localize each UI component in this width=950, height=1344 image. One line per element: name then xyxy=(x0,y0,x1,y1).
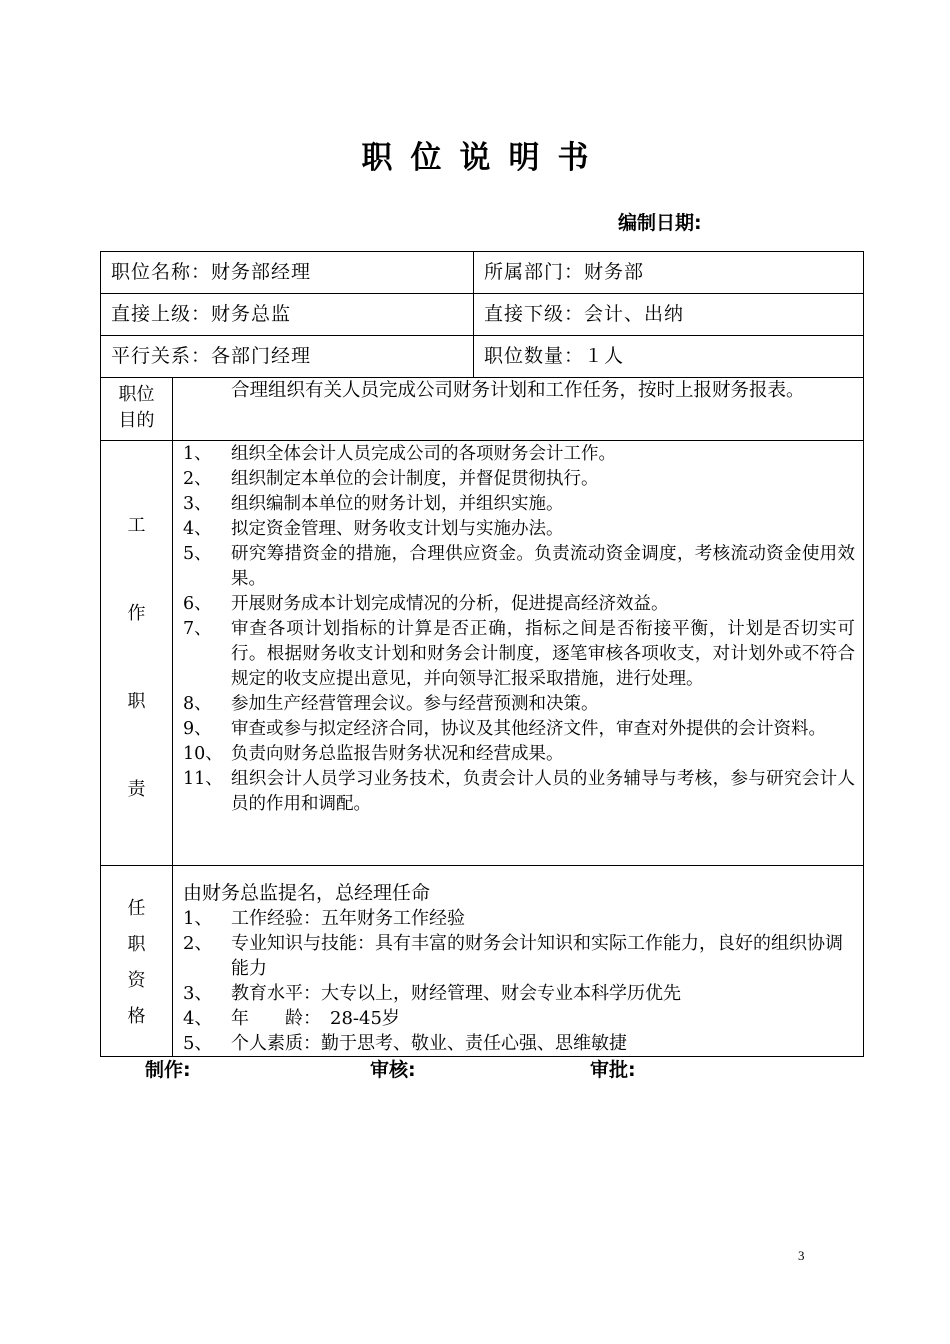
duty-num: 2、 xyxy=(183,469,212,489)
purpose-text xyxy=(173,378,863,404)
duties-label-char: 工 xyxy=(127,515,146,536)
qualifications-label-char: 职 xyxy=(127,934,146,955)
purpose-row xyxy=(101,378,864,441)
duty-item xyxy=(183,542,855,592)
duty-item xyxy=(183,692,855,717)
duty-num: 11、 xyxy=(183,769,223,789)
duty-text: 研究筹措资金的措施，合理供应资金。负责流动资金调度，考核流动资金使用效果。 xyxy=(231,544,856,589)
page-number: 3 xyxy=(798,1248,805,1263)
duty-text: 组织制定本单位的会计制度，并督促贯彻执行。 xyxy=(231,469,599,489)
direct-superior: 直接上级：财务总监 xyxy=(111,303,292,325)
duty-text: 组织全体会计人员完成公司的各项财务会计工作。 xyxy=(231,444,616,464)
made-by-label: 制作: xyxy=(145,1059,191,1081)
qualifications-label-char: 格 xyxy=(127,1006,146,1027)
qualification-num: 1、 xyxy=(183,908,213,929)
duty-text: 拟定资金管理、财务收支计划与实施办法。 xyxy=(231,519,564,539)
qualifications-heading: 由财务总监提名，总经理任命 xyxy=(183,882,431,904)
parallel-relations: 平行关系：各部门经理 xyxy=(111,345,312,367)
duty-num: 9、 xyxy=(183,719,212,739)
qualifications-list xyxy=(173,906,863,1056)
qualification-item xyxy=(183,1006,855,1031)
qualification-item xyxy=(183,931,855,981)
qualification-text: 年 龄： 28-45岁 xyxy=(231,1008,400,1029)
duties-row xyxy=(101,441,864,866)
qualification-num: 5、 xyxy=(183,1033,213,1054)
qualification-text: 工作经验：五年财务工作经验 xyxy=(231,908,465,929)
duty-item xyxy=(183,442,855,467)
reviewed-by-label: 审核: xyxy=(370,1059,416,1081)
duty-num: 8、 xyxy=(183,694,212,714)
duty-num: 10、 xyxy=(183,744,223,764)
duty-item xyxy=(183,592,855,617)
duties-label-char: 作 xyxy=(127,603,146,624)
duty-num: 7、 xyxy=(183,619,212,639)
qualification-text: 教育水平：大专以上，财经管理、财会专业本科学历优先 xyxy=(231,983,681,1004)
qualification-item xyxy=(183,906,855,931)
info-row-1 xyxy=(101,252,864,294)
purpose-label-line1: 职位 xyxy=(118,384,155,405)
duty-item xyxy=(183,517,855,542)
duty-item xyxy=(183,742,855,767)
compile-date-label: 编制日期: xyxy=(618,212,702,234)
duty-item xyxy=(183,467,855,492)
qualification-num: 2、 xyxy=(183,933,213,954)
duty-text: 参加生产经营管理会议。参与经营预测和决策。 xyxy=(231,694,599,714)
duties-label-char: 职 xyxy=(127,691,146,712)
duty-item xyxy=(183,767,855,817)
duty-item xyxy=(183,492,855,517)
qualifications-label-char: 任 xyxy=(127,898,146,919)
duty-num: 6、 xyxy=(183,594,212,614)
qualification-num: 4、 xyxy=(183,1008,213,1029)
duty-text: 审查各项计划指标的计算是否正确，指标之间是否衔接平衡，计划是否切实可行。根据财务收支计划和财务会计制度，逐笔审核各项收支，对计划外或不符合规定的收支应提出意见，并向领导汇报采取措施，进行处理。 xyxy=(231,619,856,689)
qualification-text: 个人素质：勤于思考、敬业、责任心强、思维敏捷 xyxy=(231,1033,627,1054)
position-name: 职位名称：财务部经理 xyxy=(111,261,312,283)
qualification-text: 专业知识与技能：具有丰富的财务会计知识和实际工作能力，良好的组织协调能力 xyxy=(231,933,843,979)
duty-text: 审查或参与拟定经济合同，协议及其他经济文件，审查对外提供的会计资料。 xyxy=(231,719,826,739)
duties-list xyxy=(173,441,863,819)
qualifications-label-char: 资 xyxy=(127,970,146,991)
duty-text: 组织会计人员学习业务技术，负责会计人员的业务辅导与考核，参与研究会计人员的作用和调配。 xyxy=(231,769,856,814)
duty-num: 3、 xyxy=(183,494,212,514)
department: 所属部门：财务部 xyxy=(484,261,645,283)
page-title: 职位说明书 xyxy=(361,140,607,176)
job-description-table xyxy=(100,251,864,1057)
approved-by-label: 审批: xyxy=(590,1059,636,1081)
duty-num: 1、 xyxy=(183,444,212,464)
purpose-label xyxy=(101,378,172,434)
info-row-2 xyxy=(101,294,864,336)
qualification-num: 3、 xyxy=(183,983,213,1004)
duty-text: 组织编制本单位的财务计划，并组织实施。 xyxy=(231,494,564,514)
duty-item xyxy=(183,717,855,742)
info-row-3 xyxy=(101,336,864,378)
direct-subordinates: 直接下级：会计、出纳 xyxy=(484,303,685,325)
purpose-text-content: 合理组织有关人员完成公司财务计划和工作任务，按时上报财务报表。 xyxy=(231,380,805,401)
qualifications-row xyxy=(101,866,864,1057)
duty-num: 4、 xyxy=(183,519,212,539)
position-count: 职位数量：１人 xyxy=(484,345,625,367)
duty-text: 开展财务成本计划完成情况的分析，促进提高经济效益。 xyxy=(231,594,669,614)
purpose-label-line2: 目的 xyxy=(118,410,155,431)
duty-item xyxy=(183,617,855,692)
duties-label-char: 责 xyxy=(127,779,146,800)
qualification-item xyxy=(183,1031,855,1056)
duty-num: 5、 xyxy=(183,544,212,564)
qualification-item xyxy=(183,981,855,1006)
duty-text: 负责向财务总监报告财务状况和经营成果。 xyxy=(231,744,564,764)
